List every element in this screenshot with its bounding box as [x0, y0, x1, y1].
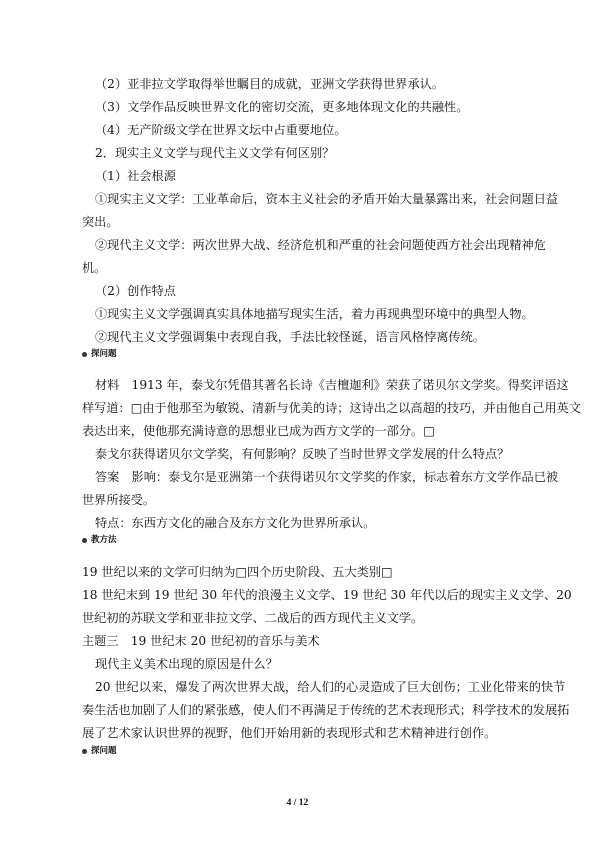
text-line: ①现实主义文学：工业革命后，资本主义社会的矛盾开始大量暴露出来，社会问题日益 — [95, 192, 559, 206]
section-label-teaching-method: 教方法 — [82, 534, 117, 546]
text-line: ②现代主义文学强调集中表现自我，手法比较怪诞，语言风格悖离传统。 — [95, 330, 485, 344]
text-line: ①现实主义文学强调真实具体地描写现实生活，着力再现典型环境中的典型人物。 — [95, 307, 534, 321]
section-label-explore-question: 探问题 — [82, 745, 117, 757]
question-text: 现代主义美术出现的原因是什么？ — [95, 657, 278, 671]
answer-text: 答案 影响：泰戈尔是亚洲第一个获得诺贝尔文学奖的作家，标志着东方文学作品已被 — [95, 470, 559, 484]
bullet-icon — [82, 538, 87, 543]
text-line: ②现代主义文学：两次世界大战、经济危机和严重的社会问题使西方社会出现精神危 — [95, 238, 546, 252]
text-line: 20 世纪以来，爆发了两次世界大战，给人们的心灵造成了巨大创伤；工业化带来的快节 — [95, 680, 566, 694]
text-line: 展了艺术家认识世界的视野，他们开始用新的表现形式和艺术精神进行创作。 — [82, 726, 497, 740]
text-line: （3）文学作品反映世界文化的密切交流，更多地体现文化的共融性。 — [95, 100, 469, 114]
topic-heading: 主题三 19 世纪末 20 世纪初的音乐与美术 — [82, 634, 320, 648]
bullet-icon — [82, 749, 87, 754]
material-text: 材料 1913 年，泰戈尔凭借其著名长诗《吉檀迦利》荣获了诺贝尔文学奖。得奖评语这 — [95, 378, 569, 392]
material-text: 样写道：□由于他那至为敏锐、清新与优美的诗；这诗出之以高超的技巧，并由他自己用英文 — [82, 401, 582, 415]
subheading: （2）创作特点 — [95, 284, 176, 298]
text-line: 突出。 — [82, 215, 119, 229]
question-text: 泰戈尔获得诺贝尔文学奖，有何影响？反映了当时世界文学发展的什么特点？ — [95, 447, 510, 461]
answer-text: 世界所接受。 — [82, 493, 156, 507]
text-line: 19 世纪以来的文学可归纳为□四个历史阶段、五大类别□ — [82, 565, 393, 579]
bullet-icon — [82, 352, 87, 357]
text-line: （4）无产阶级文学在世界文坛中占重要地位。 — [95, 123, 347, 137]
page-number: 4 / 12 — [286, 798, 309, 808]
text-line: 18 世纪末到 19 世纪 30 年代的浪漫主义文学、19 世纪 30 年代以后的现实主义文学、20 — [82, 588, 572, 602]
subheading: （1）社会根源 — [95, 169, 176, 183]
material-text: 表达出来，使他那充满诗意的思想业已成为西方文学的一部分。□ — [82, 424, 435, 438]
text-line: 机。 — [82, 261, 107, 275]
text-line: 世纪初的苏联文学和亚非拉文学、二战后的西方现代主义文学。 — [82, 611, 424, 625]
section-label-explore-question: 探问题 — [82, 348, 117, 360]
text-line: 奏生活也加剧了人们的紧张感，使人们不再满足于传统的艺术表现形式；科学技术的发展拓 — [82, 703, 570, 717]
question-heading: 2．现实主义文学与现代主义文学有何区别？ — [95, 146, 335, 160]
text-line: （2）亚非拉文学取得举世瞩目的成就，亚洲文学获得世界承认。 — [95, 77, 445, 91]
answer-text: 特点：东西方文化的融合及东方文化为世界所承认。 — [95, 516, 376, 530]
